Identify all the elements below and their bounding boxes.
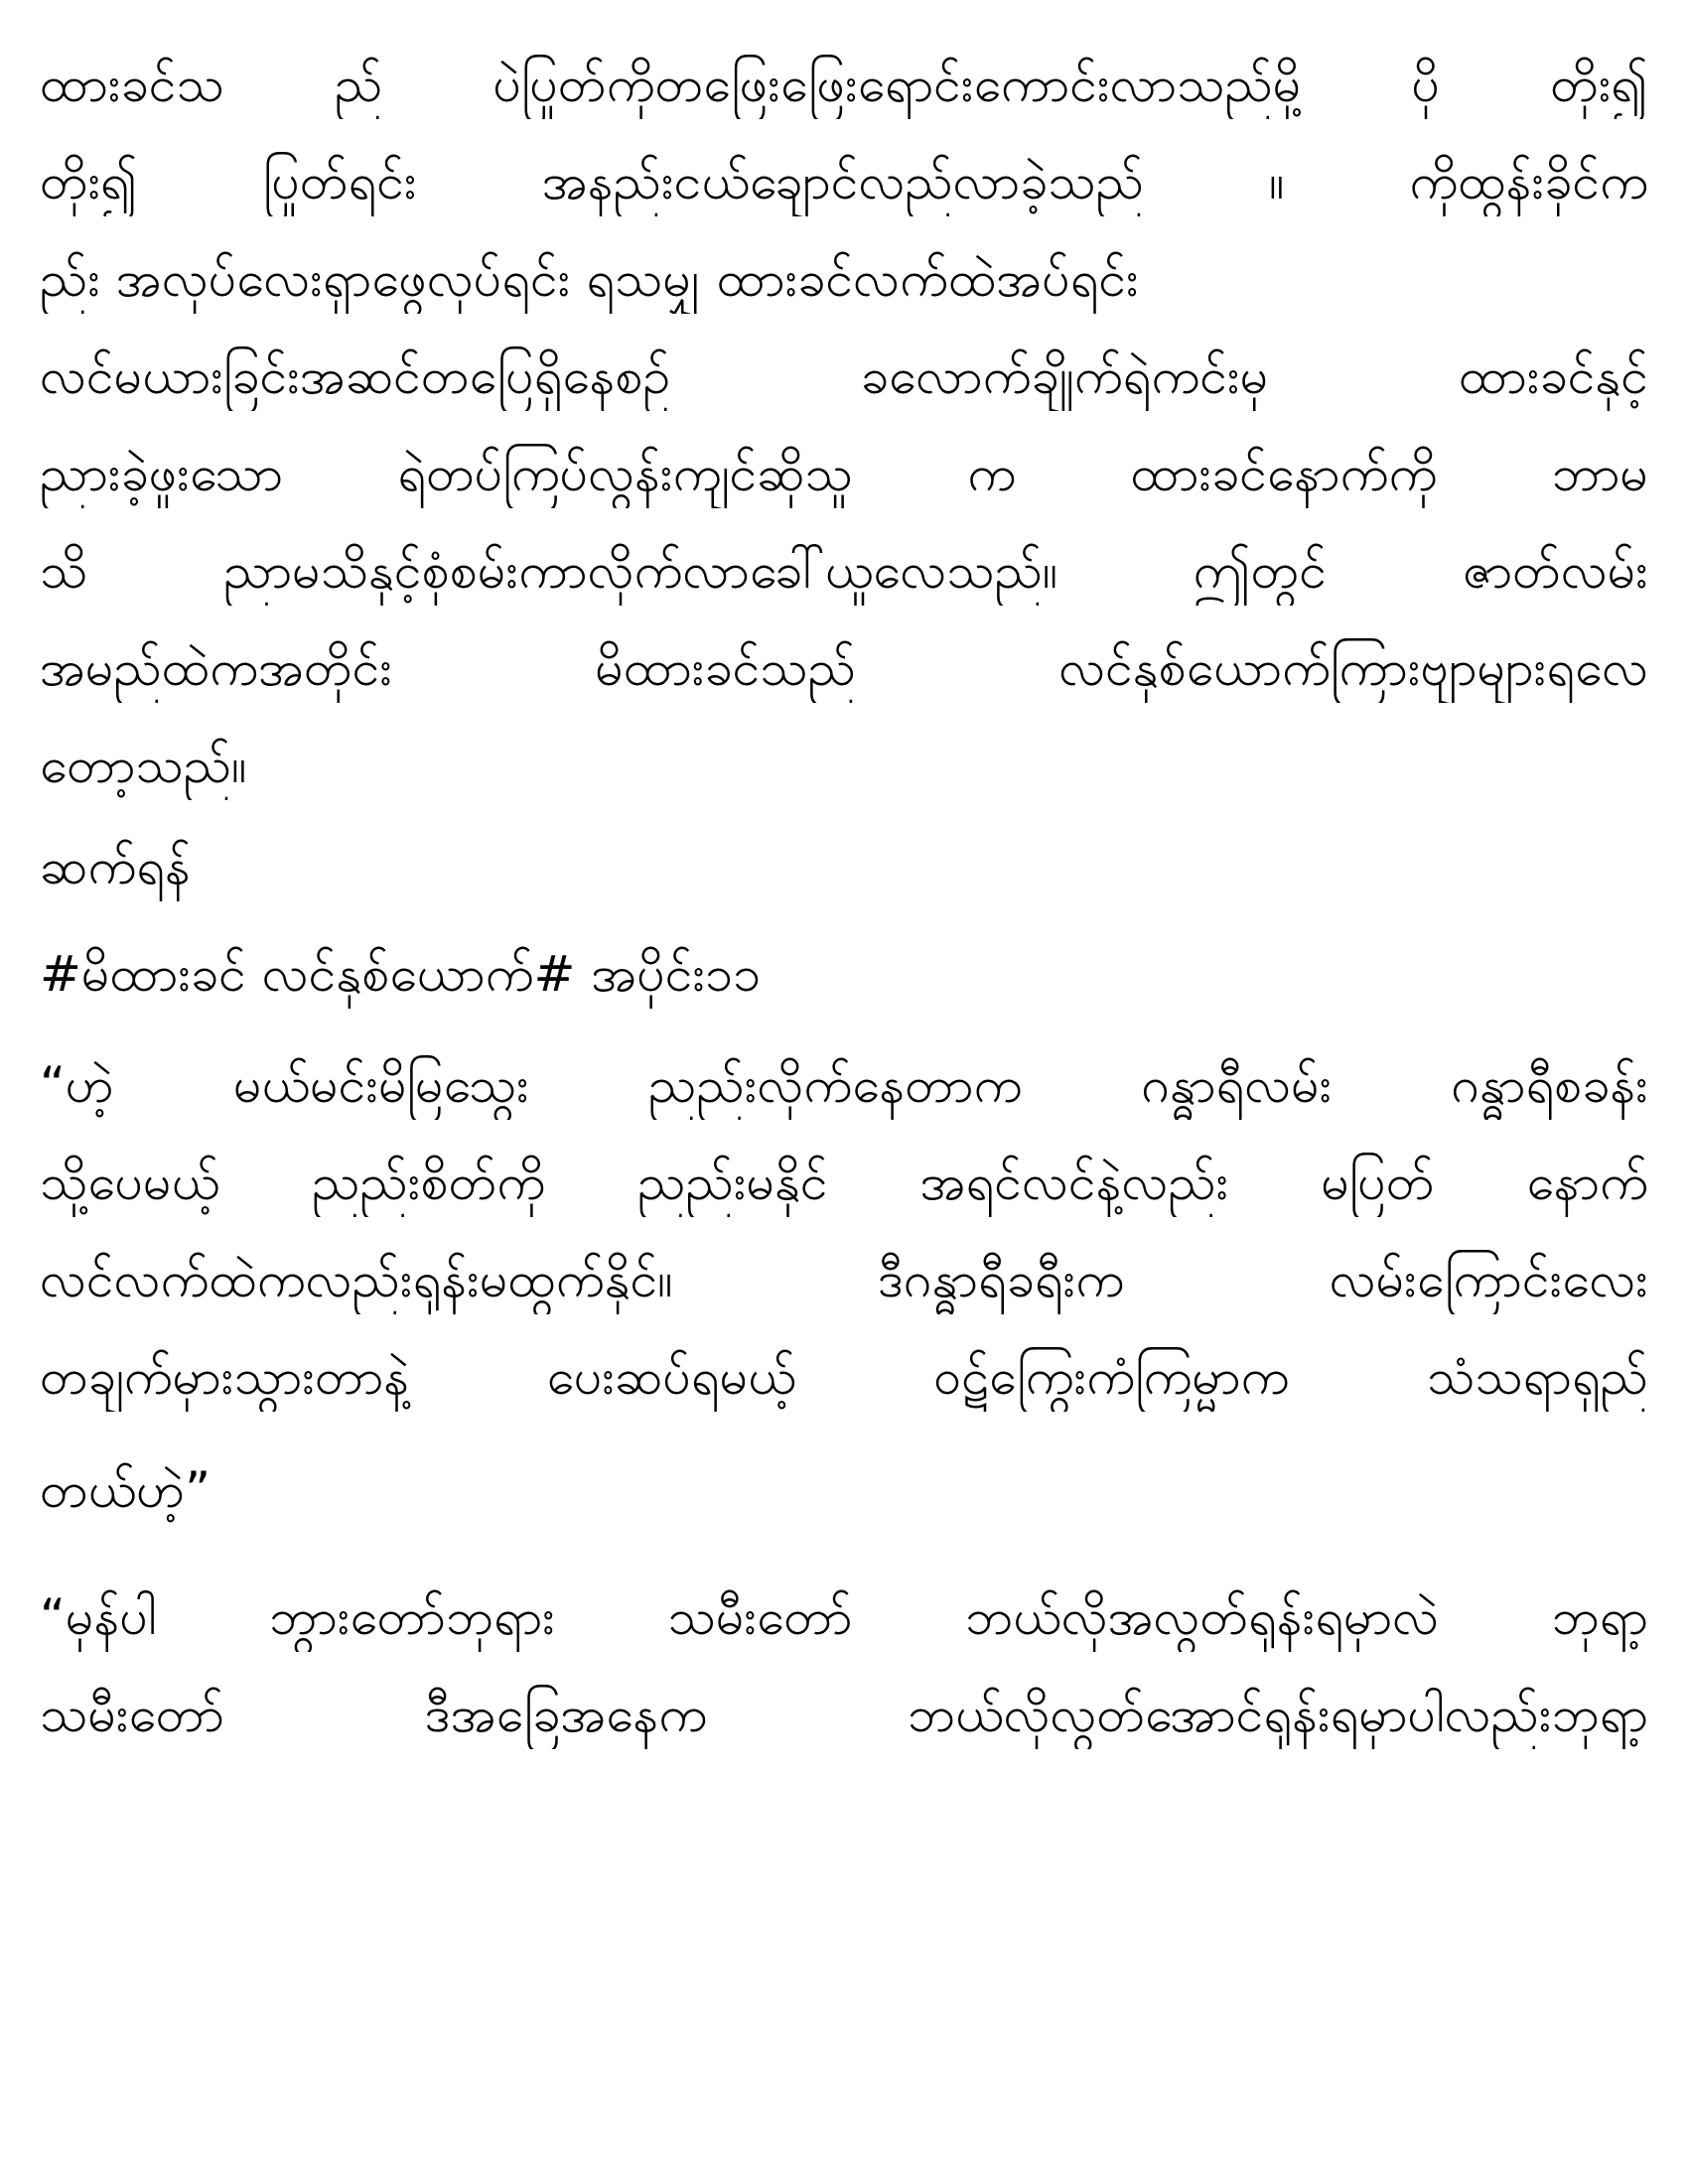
paragraph-1-line-5: ညားခဲ့ဖူးသော ရဲတပ်ကြပ်လွန်းကျင်ဆိုသူ က ထားခင်နောက်ကို ဘာမ: [40, 445, 1648, 502]
paragraph-4-line-4: တချက်မှားသွားတာနဲ့ ပေးဆပ်ရမယ့် ဝဋ်ကြွေးကံကြမ္မာက သံသရာရှည်: [40, 1348, 1648, 1406]
paragraph-1-line-1: ထားခင်သ ည် ပဲပြုတ်ကိုတဖြေးဖြေးရောင်းကောင်းလာသည်မို့ ပို တိုး၍: [40, 56, 1648, 113]
paragraph-5-line-2: သမီးတော် ဒီအခြေအနေက ဘယ်လိုလွတ်အောင်ရုန်းရမှာပါလည်းဘုရာ့: [40, 1686, 1648, 1743]
paragraph-1-line-4: လင်မယားခြင်းအဆင်တပြေရှိနေစဉ် ခလောက်ချိုက်ရဲကင်းမှ ထားခင်နှင့်: [40, 347, 1648, 405]
paragraph-5-line-1: “မှန်ပါ ဘွားတော်ဘုရား သမီးတော် ဘယ်လိုအလွတ်ရုန်းရမှာလဲ ဘုရာ့: [40, 1588, 1648, 1646]
paragraph-4-line-3: လင်လက်ထဲကလည်းရုန်းမထွက်နိုင်။ ဒီဂန္ဓာရီခရီးက လမ်းကြောင်းလေး: [40, 1251, 1648, 1308]
episode-heading: #မိထားခင် လင်နှစ်ယောက်# အပိုင်း၁၁: [40, 945, 762, 1003]
paragraph-4-line-5: တယ်ဟဲ့”: [40, 1461, 211, 1519]
paragraph-1-line-6: သိ ညာမသိနှင့်စုံစမ်းကာလိုက်လာခေါ်ယူလေသည်။ ဤတွင် ဇာတ်လမ်း: [40, 542, 1648, 600]
paragraph-1-line-3: ည်း အလုပ်လေးရှာဖွေလုပ်ရင်း ရသမျှ ထားခင်လက်ထဲအပ်ရင်း: [40, 250, 1139, 308]
continue-label: ဆက်ရန်: [40, 838, 191, 895]
paragraph-1-line-8: တော့သည်။: [40, 737, 247, 794]
paragraph-4-line-2: သို့ပေမယ့် ညည်းစိတ်ကို ညည်းမနိုင် အရင်လင်နဲ့လည်း မပြတ် နောက်: [40, 1154, 1648, 1211]
paragraph-4-line-1: “ဟဲ့ မယ်မင်းမိမြသွေး ညည်းလိုက်နေတာက ဂန္ဓာရီလမ်း ဂန္ဓာရီစခန်း: [40, 1056, 1648, 1114]
paragraph-1-line-2: တိုး၍ ပြုတ်ရင်း အနည်းငယ်ချောင်လည်လာခဲ့သည် ။ ကိုထွန်းခိုင်က: [40, 153, 1648, 210]
paragraph-1-line-7: အမည်ထဲကအတိုင်း မိထားခင်သည် လင်နှစ်ယောက်ကြားဗျာများရလေ: [40, 639, 1648, 697]
